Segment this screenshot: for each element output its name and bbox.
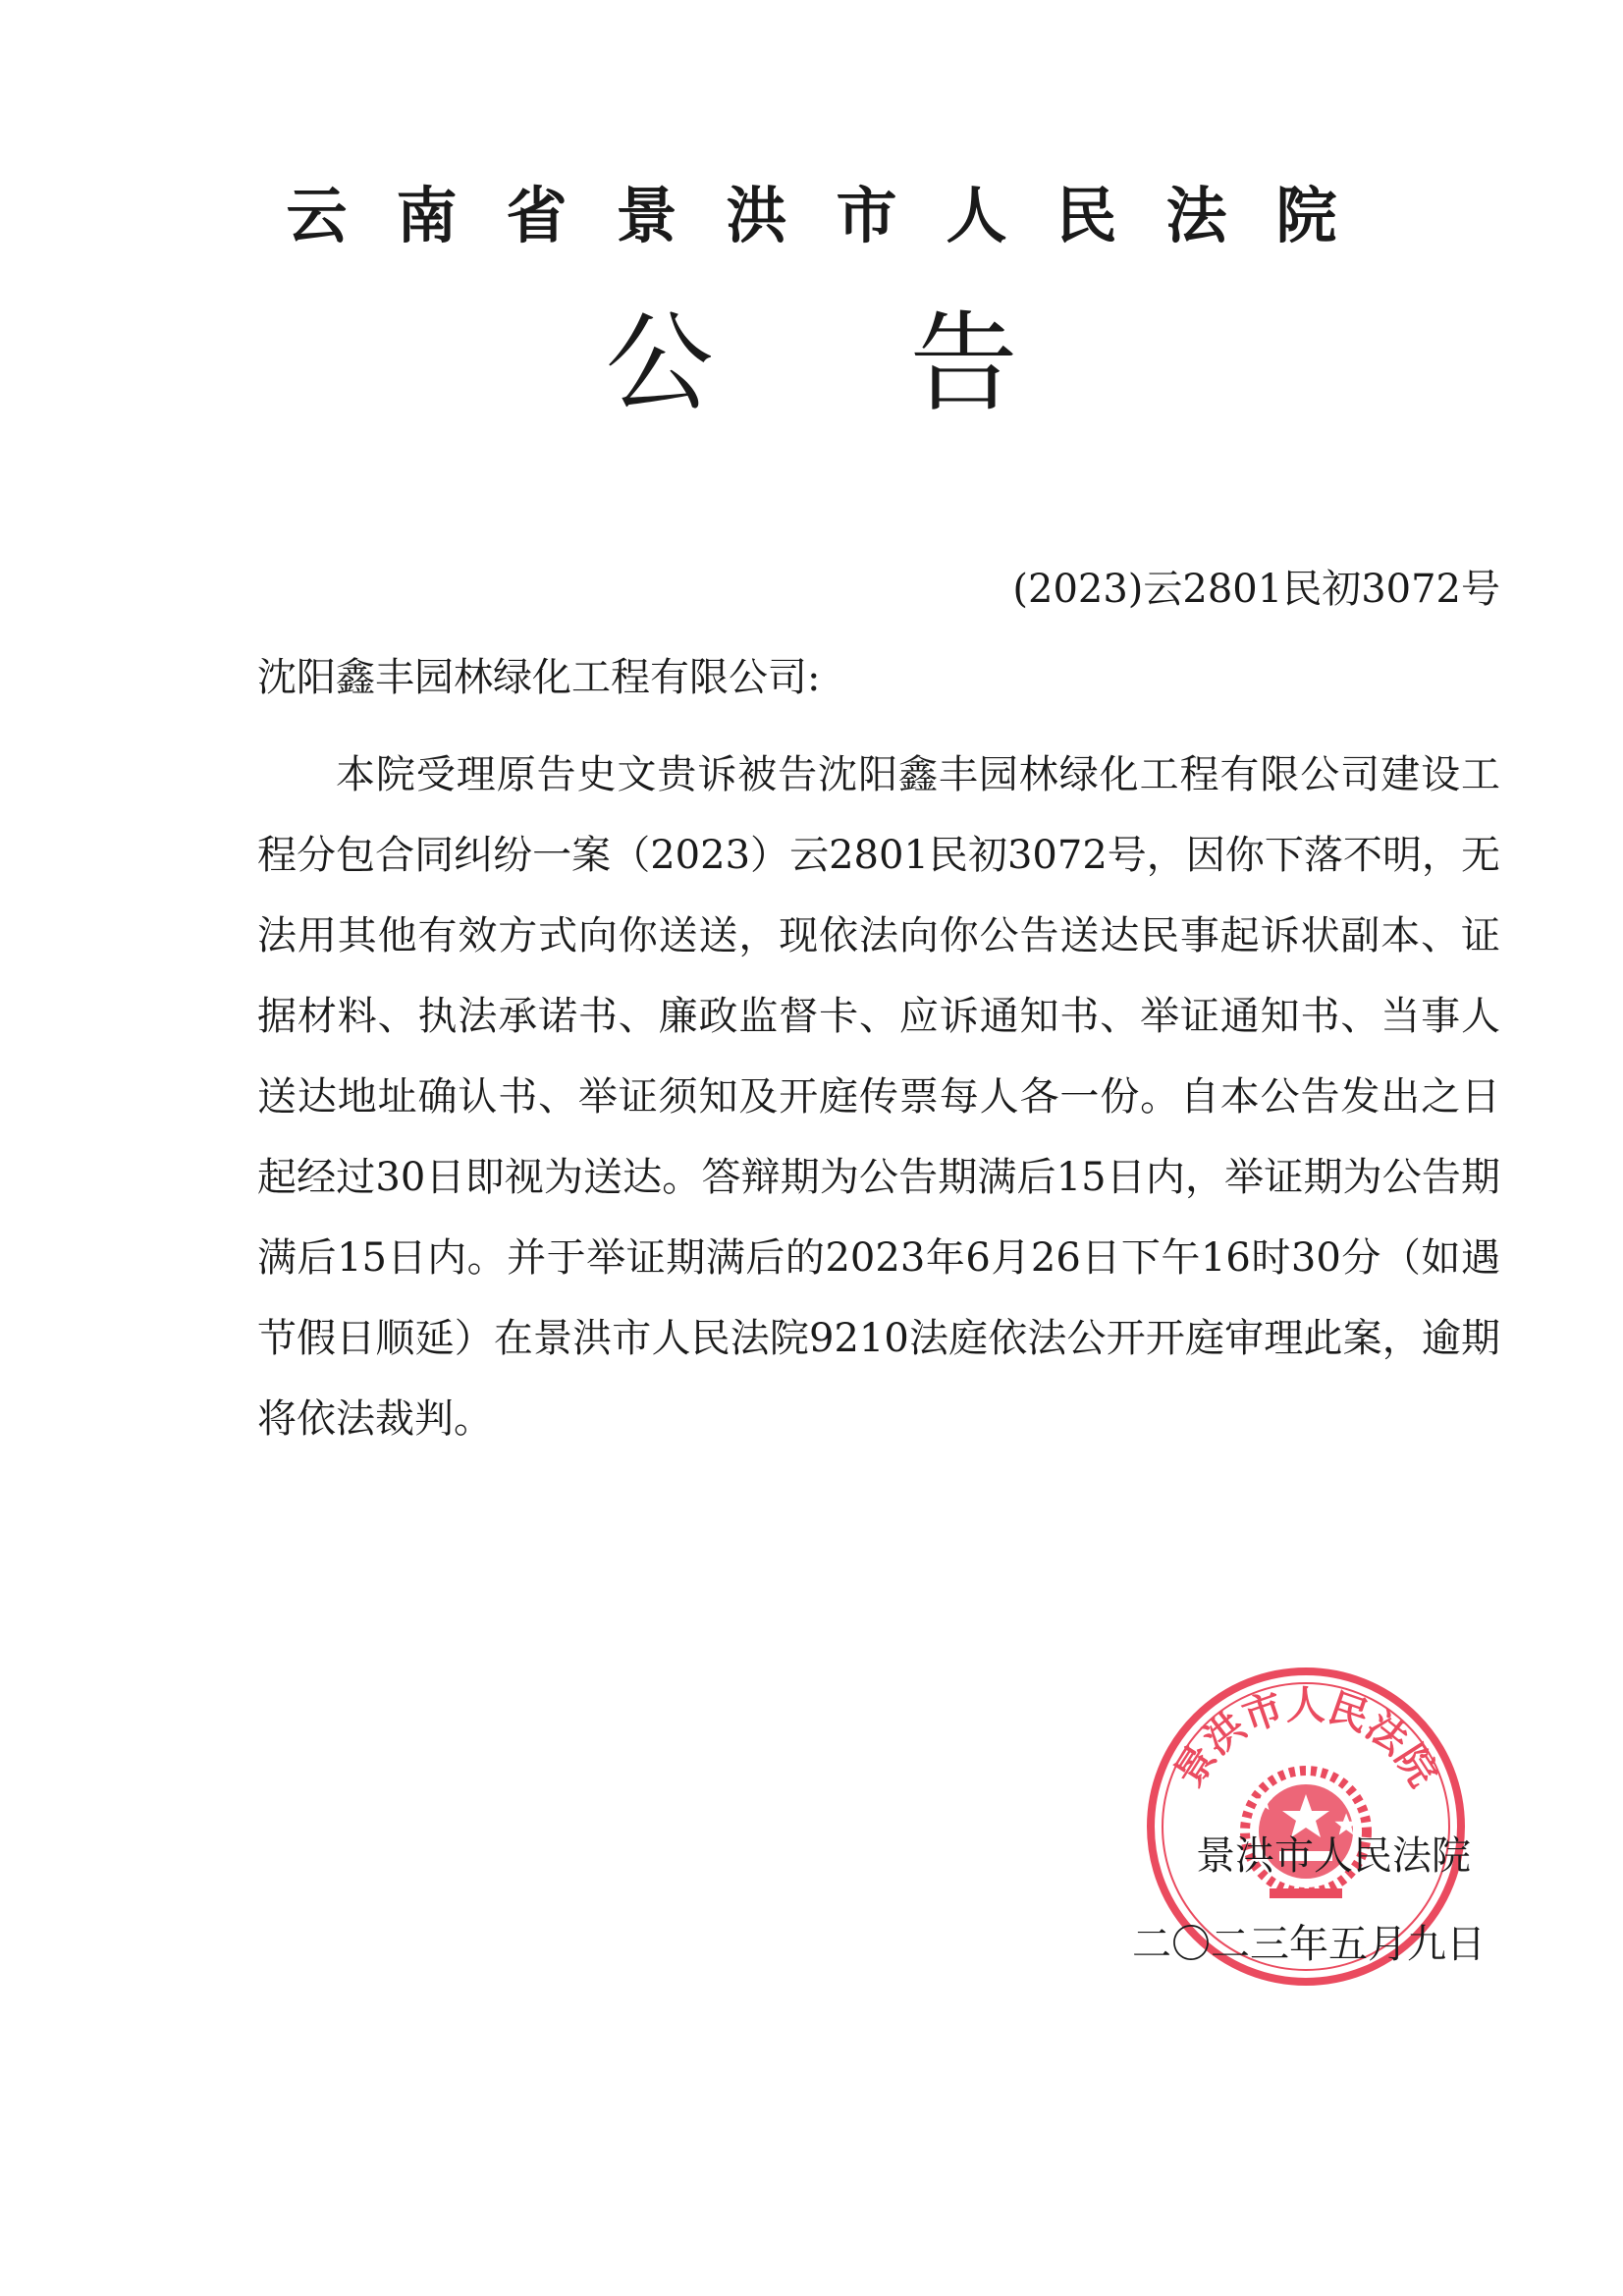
document-title: 公告 xyxy=(605,301,1215,426)
notice-body: 本院受理原告史文贵诉被告沈阳鑫丰园林绿化工程有限公司建设工程分包合同纠纷一案（2023）云2801民初3072号，因你下落不明，无法用其他有效方式向你送送，现依法向你公告送达民事起诉状副本、证据材料、执法承诺书、廉政监督卡、应诉通知书、举证通知书、当事人送达地址确认书、举证须知及开庭传票每人各一份。自本公告发出之日起经过30日即视为送达。答辩期为公告期满后15日内，举证期为公告期满后15日内。并于举证期满后的2023年6月26日下午16时30分（如遇节假日顺延）在景洪市人民法院9210法庭依法公开开庭审理此案，逾期将依法裁判。 xyxy=(257,752,1500,1442)
case-number: (2023)云2801民初3072号 xyxy=(1012,567,1500,612)
seal-text: 景洪市人民法院 xyxy=(1165,1682,1446,1795)
signature-court-name: 景洪市人民法院 xyxy=(1196,1833,1471,1879)
signature-date: 二〇二三年五月九日 xyxy=(1132,1922,1486,1967)
court-name: 云南省景洪市人民法院 xyxy=(286,180,1386,251)
addressee: 沈阳鑫丰园林绿化工程有限公司: xyxy=(257,655,821,700)
